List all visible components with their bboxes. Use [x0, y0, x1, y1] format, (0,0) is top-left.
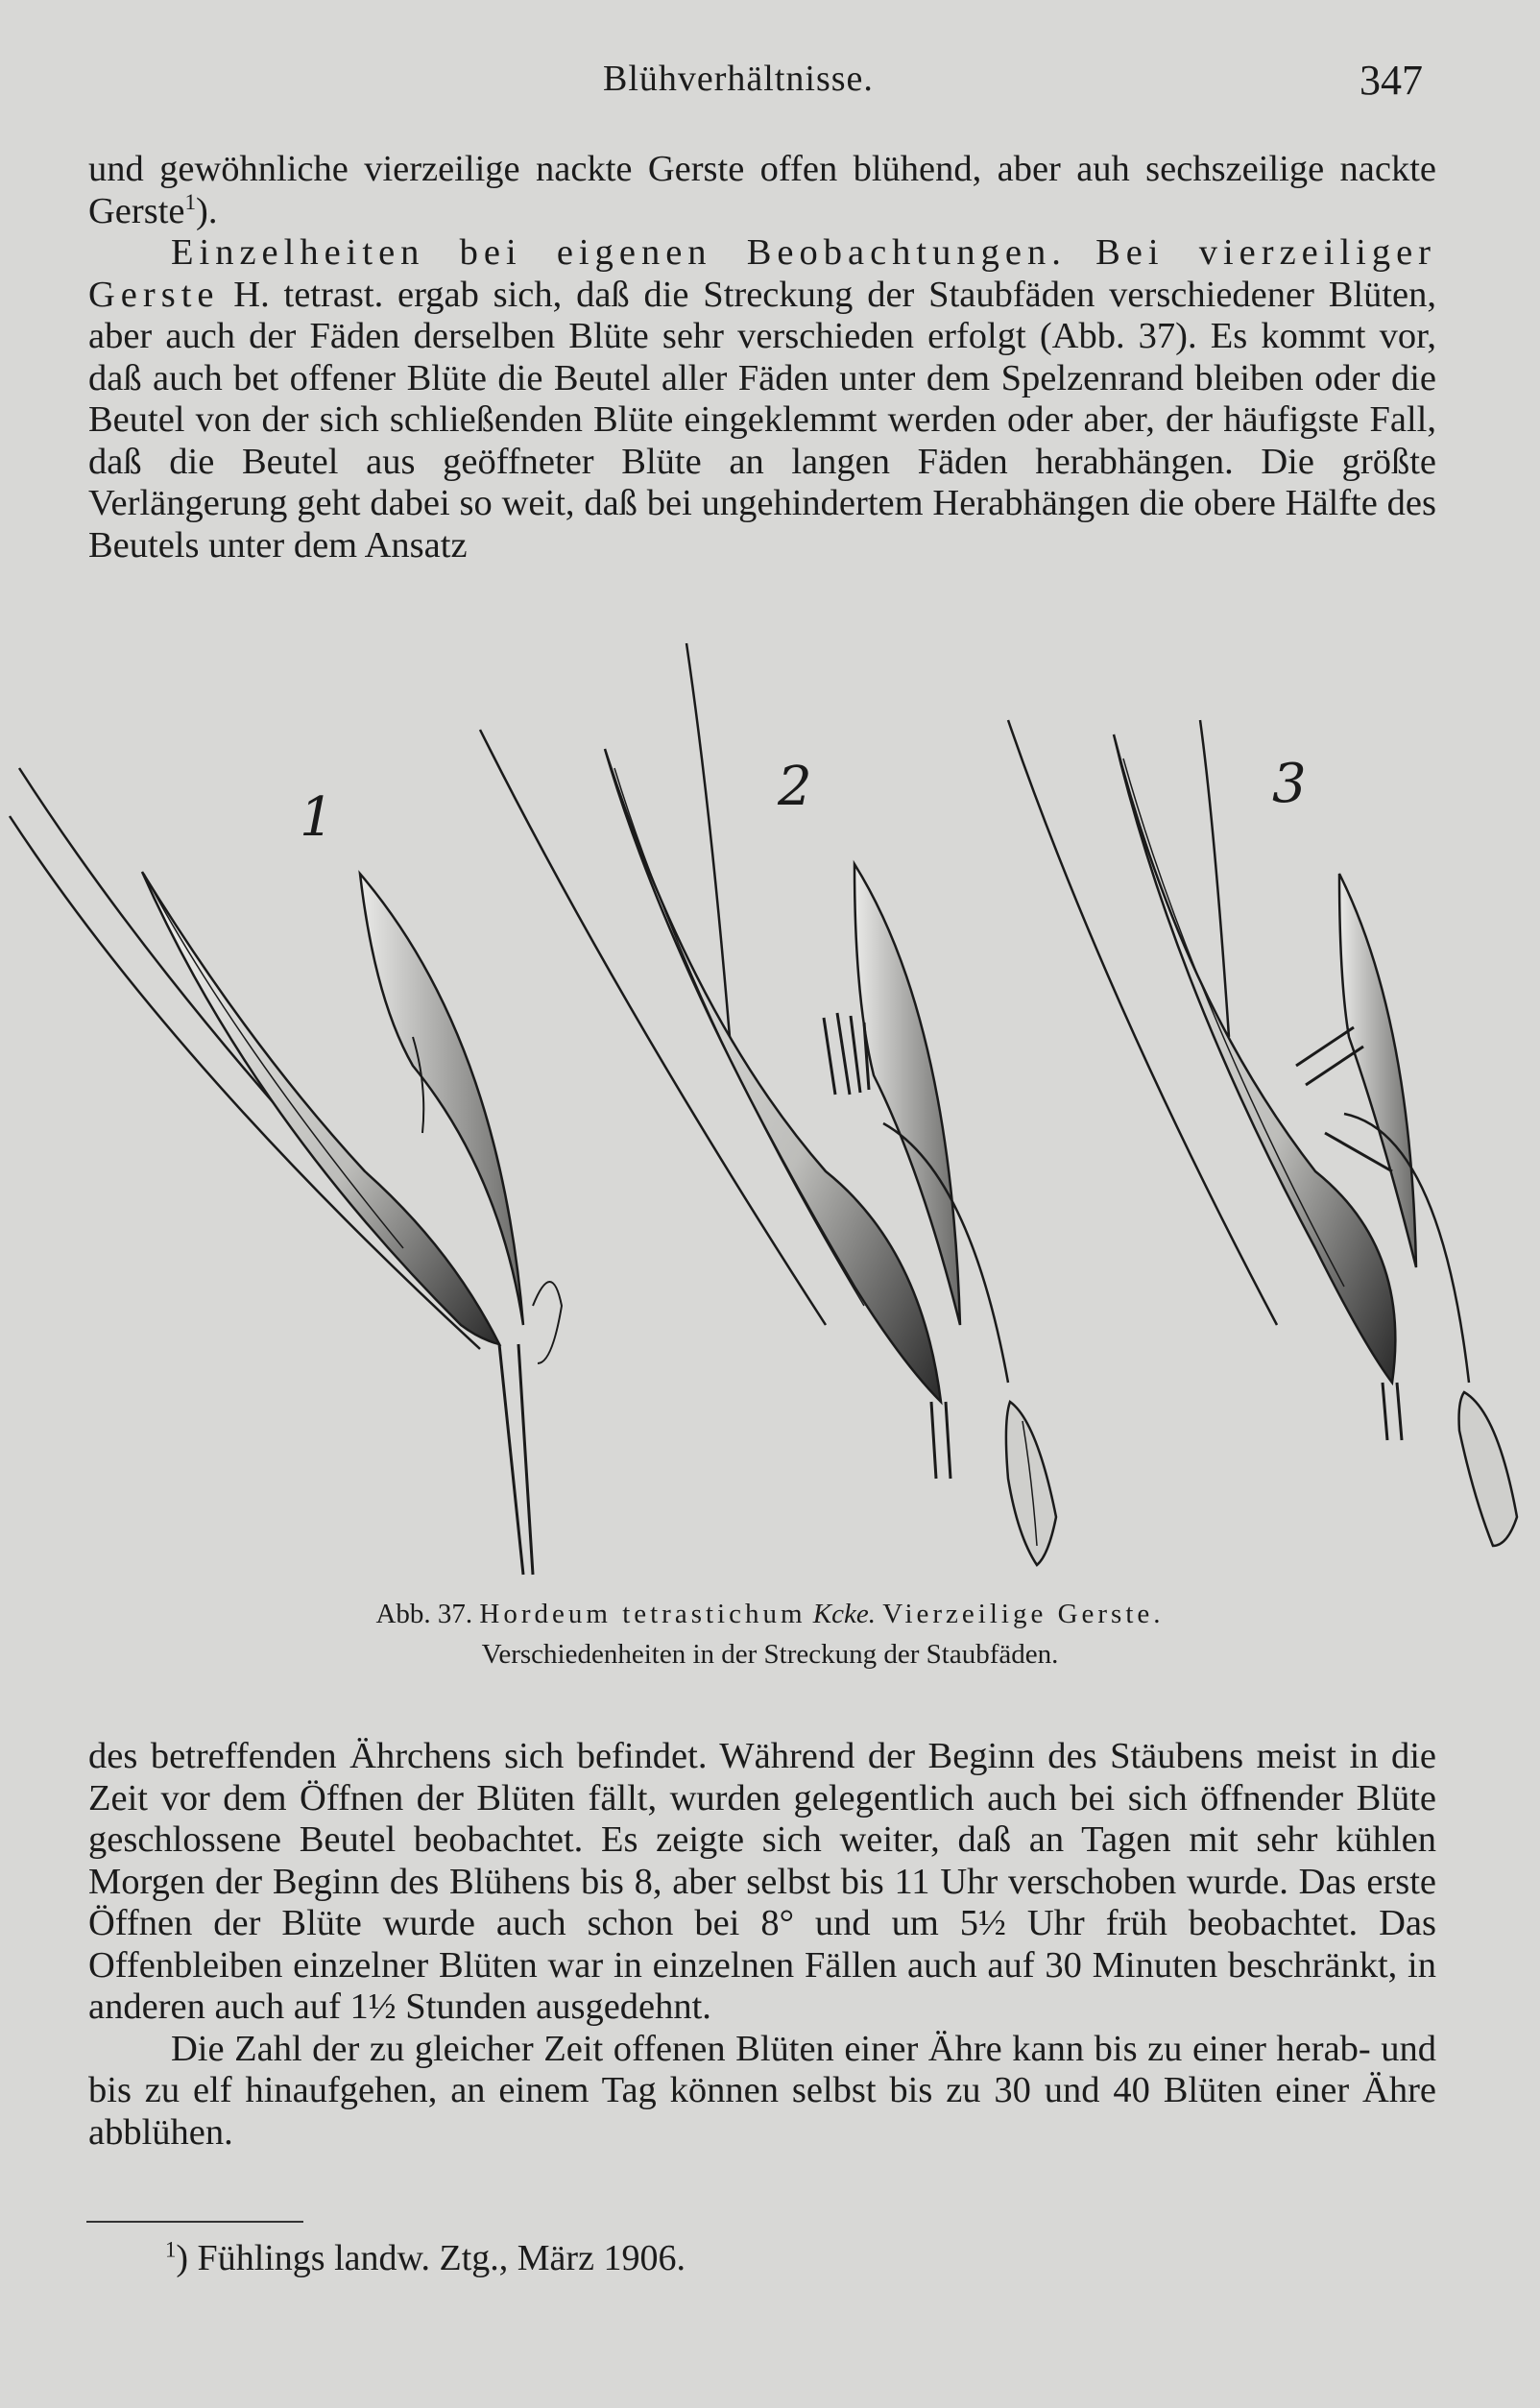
final-paragraph: Die Zahl der zu gleicher Zeit offenen Blüten einer Ähre kann bis zu einer herab- und bis zu elf hinaufgehen, an einem Tag können selbst bis zu 30 und 40 Blüten einer Ähre abblühen. — [88, 2028, 1436, 2153]
spikelet-3 — [1008, 720, 1517, 1546]
spikelet-2 — [480, 643, 1056, 1565]
intro-lead: und gewöhnliche vierzeilige nackte Gerste offen blühend, aber auh sechszeilige nackte Gerste — [88, 149, 1436, 231]
figure-label-3: 3 — [1272, 753, 1307, 815]
paragraph-intro — [88, 149, 1436, 566]
spaced-phrase: Bei vierzeiliger Gerste — [88, 232, 1437, 315]
figure-label-1: 1 — [300, 786, 334, 849]
figure-label-2: 2 — [778, 756, 812, 818]
caption-line-2: Verschiedenheiten in der Streckung der Staubfäden. — [481, 1639, 1059, 1670]
footnote-text: ) Fühlings landw. Ztg., März 1906. — [176, 2238, 686, 2278]
page-number: 347 — [1360, 57, 1423, 104]
footnote-ref: 1 — [184, 188, 197, 214]
caption-species: Hordeum tetrastichum — [479, 1599, 806, 1629]
paragraph-continuation — [88, 1736, 1436, 2154]
spikelet-1 — [10, 768, 562, 1575]
intro-lead-end: ). — [196, 190, 218, 231]
figure-barley-spikelets — [0, 634, 1540, 1594]
caption-author: Kcke. — [812, 1599, 877, 1629]
footnote-mark: 1 — [165, 2237, 177, 2262]
section-heading: Einzelheiten bei eigenen Beobachtungen. — [171, 232, 1067, 273]
running-title: Blühverhältnisse. — [603, 59, 874, 99]
spikelet-illustration — [0, 634, 1540, 1594]
figure-caption — [0, 1594, 1540, 1674]
caption-common-name: Vierzeilige Gerste. — [882, 1599, 1165, 1629]
footnote-rule — [86, 2221, 303, 2223]
continuation-text: des betreffenden Ährchens sich befindet. Während der Beginn des Stäubens meist in die Zeit vor dem Öffnen der Blüten fällt, wurden gelegentlich auch bei sich öffnender Blüte geschlossene Beutel beobachtet. Es zeigte sich weiter, daß an Tagen mit sehr kühlen Morgen der Beginn des Blühens bis 8, aber selbst bis 11 Uhr verschoben wurde. Das erste Öffnen der Blüte wurde auch schon bei 8° und um 5½ Uhr früh beobachtet. Das Offenbleiben einzelner Blüten war in einzelnen Fällen auch auf 30 Minuten beschränkt, in anderen auch auf 1½ Stunden ausgedehnt. — [88, 1736, 1436, 2027]
footnote — [165, 2237, 686, 2279]
caption-prefix: Abb. 37. — [375, 1599, 473, 1629]
intro-body: H. tetrast. ergab sich, daß die Streckung der Staubfäden verschiedener Blüten, aber auch der Fäden derselben Blüte sehr verschieden erfolgt (Abb. 37). Es kommt vor, daß auch bet offener Blüte die Beutel aller Fäden unter dem Spelzenrand bleiben oder die Beutel von der sich schließenden Blüte eingeklemmt werden oder aber, der häufigste Fall, daß die Beutel aus geöffneter Blüte an langen Fäden herabhängen. Die größte Verlängerung geht dabei so weit, daß bei ungehindertem Herabhängen die obere Hälfte des Beutels unter dem Ansatz — [88, 274, 1437, 566]
running-head — [0, 50, 1540, 108]
